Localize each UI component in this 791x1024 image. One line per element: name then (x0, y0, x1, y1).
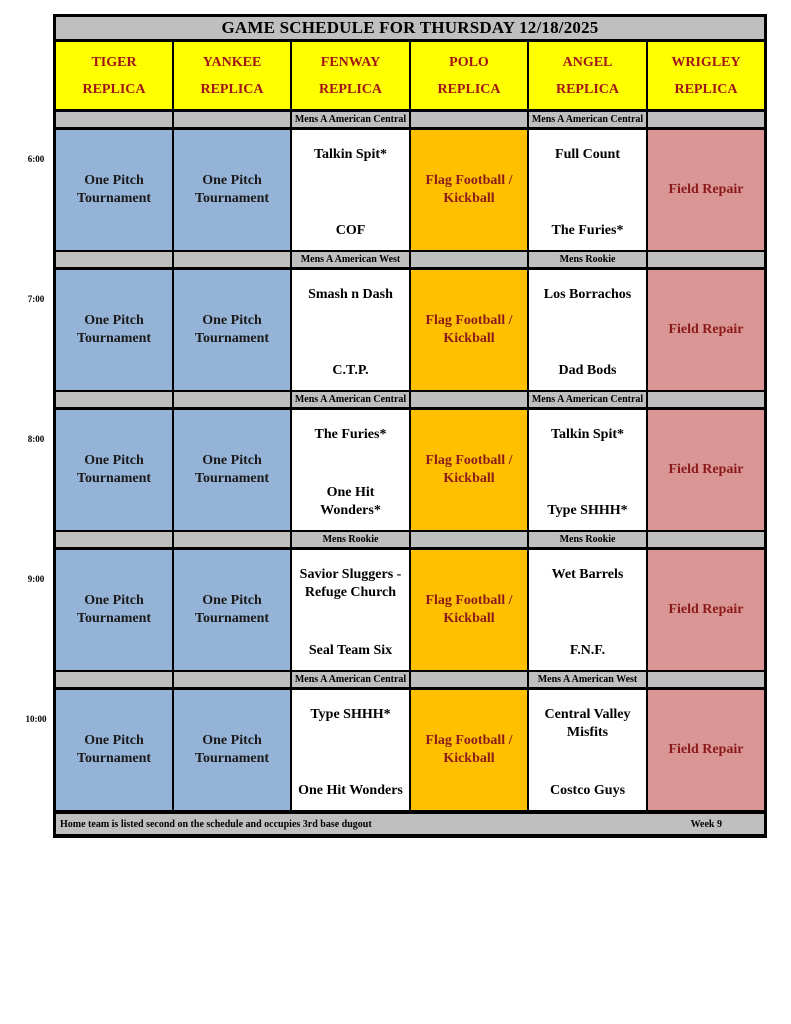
time-label: 7:00 (27, 294, 45, 304)
division-band-blank (56, 112, 172, 127)
home-team-note: Home team is listed second on the schedule and occupies 3rd base dugout (60, 818, 372, 830)
home-team: F.N.F. (569, 643, 606, 658)
angel-game-cell (529, 690, 646, 810)
time-label: 9:00 (27, 574, 45, 584)
away-team: Talkin Spit* (313, 147, 388, 162)
wrigley-field-repair-cell: Field Repair (648, 410, 764, 530)
tiger-tournament-cell: One Pitch Tournament (56, 270, 172, 390)
polo-flag-football-cell: Flag Football / Kickball (411, 410, 527, 530)
fenway-game-cell (292, 550, 409, 670)
division-band-blank (174, 672, 290, 687)
division-band-blank (411, 532, 527, 547)
division-band-blank (174, 252, 290, 267)
angel-game-cell (529, 270, 646, 390)
division-band-blank (56, 672, 172, 687)
field-name: ANGEL (562, 54, 613, 70)
yankee-tournament-cell: One Pitch Tournament (174, 130, 290, 250)
away-team: Talkin Spit* (550, 427, 625, 442)
division-band-blank (56, 392, 172, 407)
home-team: Type SHHH* (547, 503, 628, 518)
week-label: Week 9 (690, 818, 722, 830)
tiger-tournament-cell: One Pitch Tournament (56, 410, 172, 530)
time-label: 6:00 (27, 154, 45, 164)
division-band-blank (411, 392, 527, 407)
home-team: The Furies* (551, 223, 624, 238)
polo-flag-football-cell: Flag Football / Kickball (411, 690, 527, 810)
home-team: One Hit Wonders (298, 783, 403, 798)
schedule-sheet (53, 14, 767, 838)
angel-game-cell (529, 410, 646, 530)
field-type: REPLICA (674, 81, 738, 97)
division-label-angel: Mens A American West (529, 672, 646, 687)
field-header-polo (411, 42, 527, 109)
away-team: Savior Sluggers - Refuge Church (299, 567, 402, 600)
division-band-blank (648, 252, 764, 267)
yankee-tournament-cell: One Pitch Tournament (174, 410, 290, 530)
field-header-wrigley (648, 42, 764, 109)
field-header-tiger (56, 42, 172, 109)
division-label-fenway: Mens A American Central (292, 392, 409, 407)
polo-flag-football-cell: Flag Football / Kickball (411, 550, 527, 670)
field-header-angel (529, 42, 646, 109)
division-label-fenway: Mens A American Central (292, 672, 409, 687)
field-header-yankee (174, 42, 290, 109)
schedule-footer (56, 814, 764, 834)
division-band-blank (648, 672, 764, 687)
field-type: REPLICA (82, 81, 146, 97)
yankee-tournament-cell: One Pitch Tournament (174, 270, 290, 390)
away-team: Type SHHH* (310, 707, 391, 722)
field-type: REPLICA (200, 81, 264, 97)
away-team: Los Borrachos (543, 287, 632, 302)
division-label-angel: Mens A American Central (529, 112, 646, 127)
schedule-title: GAME SCHEDULE FOR THURSDAY 12/18/2025 (56, 17, 764, 39)
fenway-game-cell (292, 410, 409, 530)
time-label: 8:00 (27, 434, 45, 444)
field-name: TIGER (91, 54, 137, 70)
away-team: Wet Barrels (551, 567, 624, 582)
division-band-blank (648, 392, 764, 407)
away-team: Full Count (555, 147, 620, 162)
home-team: COF (335, 223, 366, 238)
tiger-tournament-cell: One Pitch Tournament (56, 130, 172, 250)
home-team: Dad Bods (558, 363, 617, 378)
field-type: REPLICA (318, 81, 382, 97)
home-team: C.T.P. (332, 363, 369, 378)
field-name: POLO (449, 54, 489, 70)
fenway-game-cell (292, 690, 409, 810)
division-band-blank (56, 252, 172, 267)
division-label-fenway: Mens A American West (292, 252, 409, 267)
wrigley-field-repair-cell: Field Repair (648, 130, 764, 250)
division-label-fenway: Mens Rookie (292, 532, 409, 547)
wrigley-field-repair-cell: Field Repair (648, 270, 764, 390)
wrigley-field-repair-cell: Field Repair (648, 550, 764, 670)
away-team: Smash n Dash (308, 287, 393, 302)
division-label-angel: Mens A American Central (529, 392, 646, 407)
division-band-blank (174, 532, 290, 547)
fenway-game-cell (292, 270, 409, 390)
polo-flag-football-cell: Flag Football / Kickball (411, 270, 527, 390)
division-label-angel: Mens Rookie (529, 252, 646, 267)
yankee-tournament-cell: One Pitch Tournament (174, 550, 290, 670)
field-name: WRIGLEY (671, 54, 741, 70)
polo-flag-football-cell: Flag Football / Kickball (411, 130, 527, 250)
field-name: YANKEE (202, 54, 262, 70)
home-team: Costco Guys (549, 783, 626, 798)
yankee-tournament-cell: One Pitch Tournament (174, 690, 290, 810)
home-team: Seal Team Six (308, 643, 393, 658)
time-label: 10:00 (25, 714, 47, 724)
division-band-blank (648, 112, 764, 127)
division-band-blank (174, 112, 290, 127)
field-type: REPLICA (555, 81, 619, 97)
fenway-game-cell (292, 130, 409, 250)
home-team: One Hit Wonders* (320, 485, 381, 518)
division-band-blank (174, 392, 290, 407)
angel-game-cell (529, 550, 646, 670)
field-name: FENWAY (320, 54, 381, 70)
angel-game-cell (529, 130, 646, 250)
division-band-blank (648, 532, 764, 547)
division-band-blank (56, 532, 172, 547)
tiger-tournament-cell: One Pitch Tournament (56, 690, 172, 810)
division-band-blank (411, 672, 527, 687)
away-team: Central Valley Misfits (544, 707, 631, 740)
division-band-blank (411, 112, 527, 127)
field-type: REPLICA (437, 81, 501, 97)
division-band-blank (411, 252, 527, 267)
field-header-fenway (292, 42, 409, 109)
wrigley-field-repair-cell: Field Repair (648, 690, 764, 810)
away-team: The Furies* (314, 427, 387, 442)
division-label-angel: Mens Rookie (529, 532, 646, 547)
division-label-fenway: Mens A American Central (292, 112, 409, 127)
tiger-tournament-cell: One Pitch Tournament (56, 550, 172, 670)
